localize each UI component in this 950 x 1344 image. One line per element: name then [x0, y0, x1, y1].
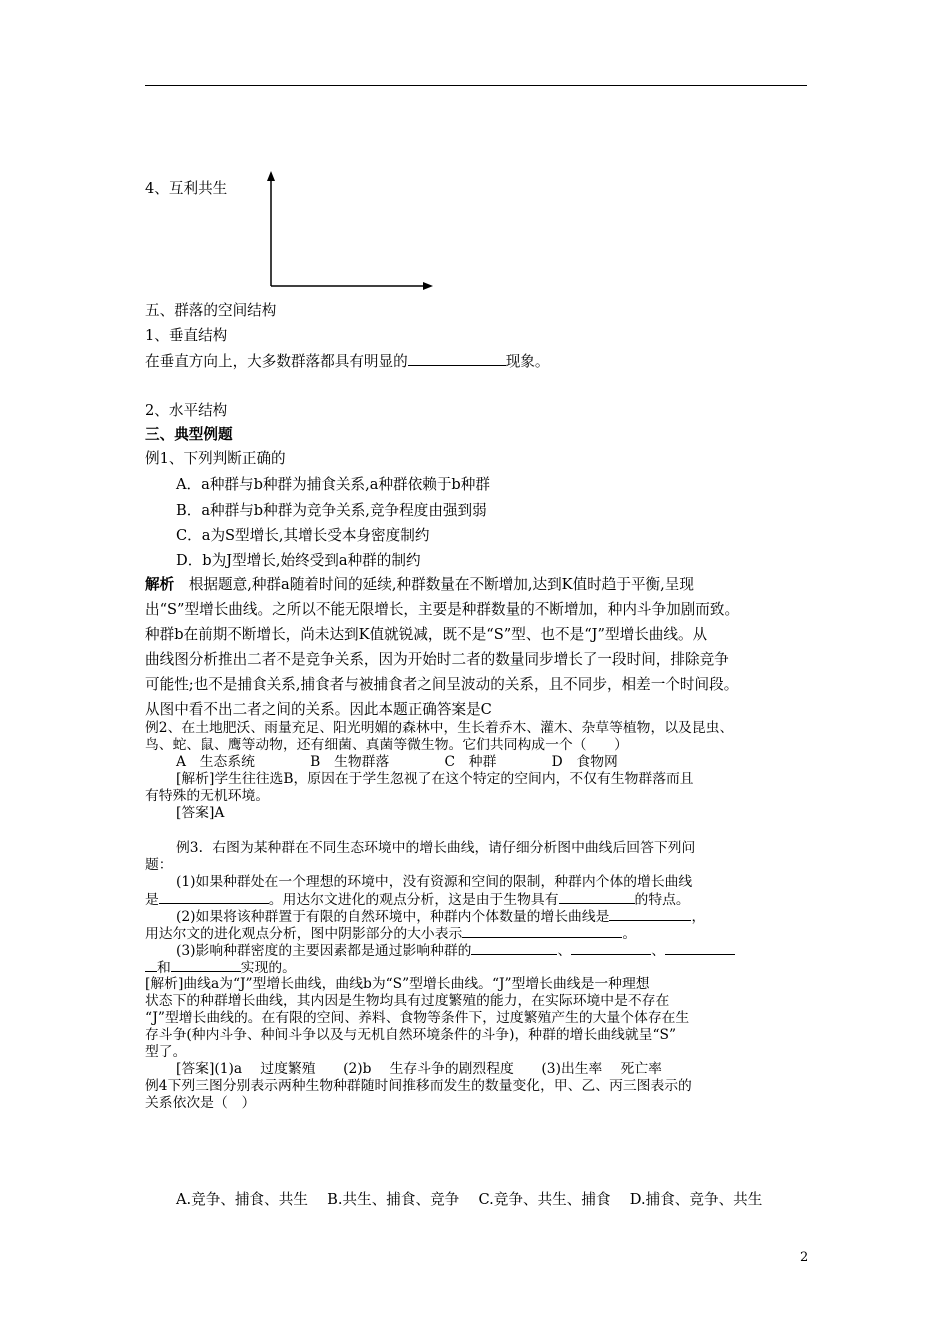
example3-line2: 题：: [145, 857, 173, 873]
example1-option-d: D．b为J型增长,始终受到a种群的制约: [176, 552, 421, 569]
example2-analysis-line2: 有特殊的无机环境。: [145, 788, 270, 804]
page-number: 2: [800, 1250, 809, 1265]
example1-analysis-line5: 可能性;也不是捕食关系,捕食者与被捕食者之间呈波动的关系，且不同步，相差一个时间段。: [145, 676, 739, 693]
example2-answer: [答案]A: [176, 805, 225, 821]
example1-title: 例1、下列判断正确的: [145, 450, 286, 467]
example3-q3-line2: 和 实现的。: [145, 959, 296, 977]
blank-line: [408, 352, 506, 366]
example3-q1-line1: (1)如果种群处在一个理想的环境中，没有资源和空间的限制，种群内个体的增长曲线: [176, 874, 693, 890]
axes-diagram: [262, 168, 437, 292]
section-community-structure: 五、群落的空间结构: [145, 302, 277, 319]
example3-analysis-line3: “J”型增长曲线的。在有限的空间、养料、食物等条件下，过度繁殖产生的大量个体存在生: [145, 1010, 690, 1026]
example3-q3-line1: (3)影响种群密度的主要因素都是通过影响种群的 、 、: [176, 942, 735, 960]
example1-analysis-line2: 出“S”型增长曲线。之所以不能无限增长，主要是种群数量的不断增加，种内斗争加剧而致。: [145, 601, 740, 618]
vertical-structure-text: 在垂直方向上，大多数群落都具有明显的 现象。: [145, 353, 550, 370]
vertical-structure-heading: 1、垂直结构: [145, 327, 228, 344]
example1-analysis-line1: 解析 根据题意,种群a随着时间的延续,种群数量在不断增加,达到K值时趋于平衡,呈现: [145, 576, 694, 593]
example4-line2: 关系依次是（ ）: [145, 1095, 256, 1111]
example1-option-b: B．a种群与b种群为竞争关系,竞争程度由强到弱: [176, 502, 487, 519]
section-mutualism: 4、互利共生: [145, 180, 228, 197]
example3-analysis-line2: 状态下的种群增长曲线，其内因是生物均具有过度繁殖的能力，在实际环境中是不存在: [145, 993, 670, 1009]
example4-options: A.竞争、捕食、共生 B.共生、捕食、竞争 C.竞争、共生、捕食 D.捕食、竞争、共生: [176, 1191, 763, 1208]
example1-analysis-line6: 从图中看不出二者之间的关系。因此本题正确答案是C: [145, 701, 492, 718]
example3-q2-line1: (2)如果将该种群置于有限的自然环境中，种群内个体数量的增长曲线是 ，: [176, 909, 706, 925]
example1-option-a: A．a种群与b种群为捕食关系,a种群依赖于b种群: [176, 476, 490, 493]
example3-analysis-line4: 存斗争(种内斗争、种间斗争以及与无机自然环境条件的斗争)，种群的增长曲线就呈“S”: [145, 1027, 677, 1043]
example3-analysis-line5: 型了。: [145, 1044, 187, 1060]
example3-q2-line2: 用达尔文的进化观点分析，图中阴影部分的大小表示 。: [145, 926, 637, 942]
example2-line2: 鸟、蛇、鼠、鹰等动物，还有细菌、真菌等微生物。它们共同构成一个（ ）: [145, 737, 628, 753]
horizontal-structure-heading: 2、水平结构: [145, 402, 228, 419]
example2-analysis-line1: [解析]学生往往选B，原因在于学生忽视了在这个特定的空间内，不仅有生物群落而且: [176, 771, 694, 787]
header-rule: [145, 85, 807, 86]
example3-q1-line2: 是 。用达尔文进化的观点分析，这是由于生物具有 的特点。: [145, 892, 690, 908]
example3-line1: 例3．右图为某种群在不同生态环境中的增长曲线，请仔细分析图中曲线后回答下列问: [176, 840, 696, 856]
example4-line1: 例4下列三图分别表示两种生物种群随时间推移而发生的数量变化，甲、乙、丙三图表示的: [145, 1078, 692, 1094]
example3-analysis-line1: [解析]曲线a为“J”型增长曲线，曲线b为“S”型增长曲线。“J”型增长曲线是一种理想: [145, 976, 650, 992]
section-examples: 三、典型例题: [145, 426, 233, 443]
example1-analysis-line3: 种群b在前期不断增长，尚未达到K值就锐减，既不是“S”型、也不是“J”型增长曲线。从: [145, 626, 708, 643]
example2-options: A 生态系统 B 生物群落 C 种群 D 食物网: [176, 754, 618, 770]
example3-answer: [答案](1)a 过度繁殖 (2)b 生存斗争的剧烈程度 (3)出生率 死亡率: [176, 1061, 662, 1077]
example1-analysis-line4: 曲线图分析推出二者不是竞争关系，因为开始时二者的数量同步增长了一段时间，排除竞争: [145, 651, 729, 668]
example1-option-c: C．a为S型增长,其增长受本身密度制约: [176, 527, 430, 544]
example2-line1: 例2、在土地肥沃、雨量充足、阳光明媚的森林中，生长着乔木、灌木、杂草等植物，以及昆虫、: [145, 720, 734, 736]
